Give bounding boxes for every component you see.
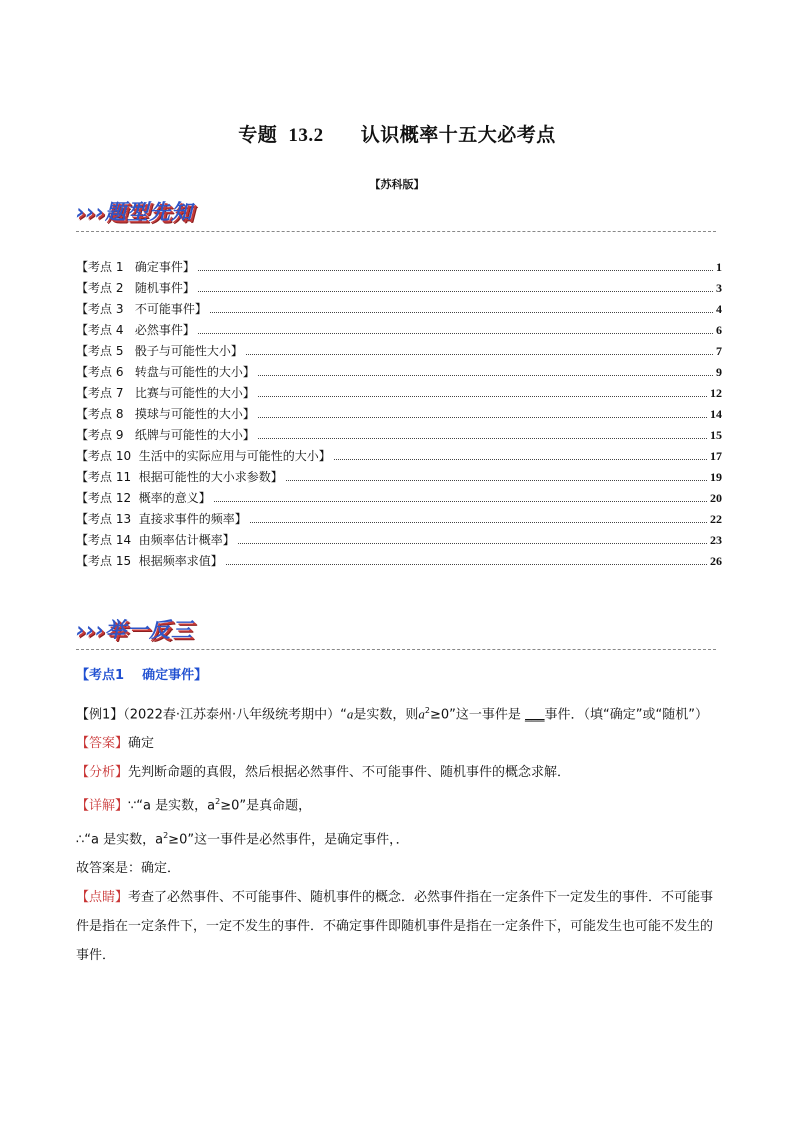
toc-label: 【考点 1 确定事件】 — [76, 260, 195, 274]
toc-banner — [76, 198, 716, 232]
toc-label: 【考点 12 概率的意义】 — [76, 491, 211, 505]
toc-leader — [198, 332, 713, 334]
toc-label: 【考点 14 由频率估计概率】 — [76, 533, 235, 547]
toc-entry[interactable] — [76, 321, 722, 342]
answer-tag: 【答案】 — [76, 736, 129, 752]
answer-blank: ___ — [525, 707, 545, 723]
toc-leader — [258, 416, 707, 418]
toc-leader — [238, 542, 707, 544]
toc-page: 15 — [710, 428, 722, 442]
toc-entry[interactable] — [76, 531, 722, 552]
toc-leader — [258, 437, 707, 439]
toc-page: 4 — [716, 302, 722, 316]
section-heading: 【考点1 确定事件】 — [76, 668, 208, 683]
toc-label: 【考点 3 不可能事件】 — [76, 302, 207, 316]
toc-leader — [334, 458, 707, 460]
toc-leader — [258, 374, 713, 376]
toc-leader — [214, 500, 707, 502]
table-of-contents — [76, 258, 722, 573]
toc-label: 【考点 11 根据可能性的大小求参数】 — [76, 470, 283, 484]
toc-entry[interactable] — [76, 342, 722, 363]
toc-page: 1 — [716, 260, 722, 274]
toc-page: 17 — [710, 449, 722, 463]
toc-leader — [210, 311, 713, 313]
detail-text: ≥0”是真命题， — [220, 798, 312, 814]
toc-page: 20 — [710, 491, 722, 505]
analysis-tag: 【分析】 — [76, 765, 129, 781]
detail-tag: 【详解】 — [76, 798, 129, 814]
page-subtitle: 【苏科版】 — [369, 178, 425, 191]
toc-leader — [286, 479, 707, 481]
math-var: a — [418, 706, 425, 722]
body-banner — [76, 616, 716, 650]
banner-divider — [76, 231, 716, 232]
banner-divider — [76, 649, 716, 650]
toc-label: 【考点 13 直接求事件的频率】 — [76, 512, 247, 526]
toc-entry[interactable] — [76, 384, 722, 405]
title-prefix: 专题 — [238, 124, 278, 146]
page-title — [0, 120, 794, 147]
toc-page: 14 — [710, 407, 722, 421]
question-text: 是实数，则 — [353, 707, 419, 723]
detail-text: ∴“a 是实数，a — [76, 831, 164, 847]
toc-label: 【考点 15 根据频率求值】 — [76, 554, 223, 568]
content-body — [76, 664, 722, 970]
toc-entry[interactable] — [76, 489, 722, 510]
toc-entry[interactable] — [76, 300, 722, 321]
toc-page: 3 — [716, 281, 722, 295]
body-banner-text: ›››举一反三 — [76, 618, 193, 642]
toc-leader — [258, 395, 707, 397]
title-main: 认识概率十五大必考点 — [360, 124, 556, 146]
toc-page: 19 — [710, 470, 722, 484]
toc-page: 26 — [710, 554, 722, 568]
math-superscript: 2 — [215, 797, 221, 807]
comment-paragraph — [76, 883, 722, 970]
example-source: （2022春·江苏泰州·八年级统考期中） — [123, 707, 341, 723]
toc-label: 【考点 7 比赛与可能性的大小】 — [76, 386, 255, 400]
toc-label: 【考点 9 纸牌与可能性的大小】 — [76, 428, 255, 442]
toc-leader — [198, 290, 713, 292]
example-tag: 【例1】 — [76, 707, 124, 723]
toc-leader — [226, 563, 707, 565]
toc-page: 7 — [716, 344, 722, 358]
math-superscript: 2 — [163, 830, 169, 840]
analysis-text: 先判断命题的真假，然后根据必然事件、不可能事件、随机事件的概念求解． — [128, 765, 571, 781]
detail-text: ≥0”这一事件是必然事件，是确定事件，． — [168, 831, 409, 847]
toc-leader — [246, 353, 713, 355]
toc-entry[interactable] — [76, 426, 722, 447]
detail-line-3: 故答案是：确定． — [76, 860, 181, 876]
question-text: ≥0”这一事件是 — [430, 707, 521, 723]
toc-entry[interactable] — [76, 405, 722, 426]
toc-entry[interactable] — [76, 279, 722, 300]
detail-line-2 — [76, 821, 722, 854]
toc-entry[interactable] — [76, 468, 722, 489]
analysis-line — [76, 758, 722, 787]
title-number: 13.2 — [288, 125, 324, 146]
math-var: a — [346, 706, 354, 722]
comment-text: 考查了必然事件、不可能事件、随机事件的概念．必然事件指在一定条件下一定发生的事件．不可能事件是指在一定条件下，一定不发生的事件．不确定事件即随机事件是指在一定条件下，可能发生也可能不发生的事件． — [76, 889, 714, 963]
question-text: 事件．（填“确定”或“随机”） — [544, 707, 708, 723]
toc-label: 【考点 5 骰子与可能性大小】 — [76, 344, 243, 358]
toc-banner-text: ›››题型先知 — [76, 200, 193, 224]
toc-label: 【考点 4 必然事件】 — [76, 323, 195, 337]
toc-label: 【考点 8 摸球与可能性的大小】 — [76, 407, 255, 421]
toc-entry[interactable] — [76, 363, 722, 384]
toc-page: 22 — [710, 512, 722, 526]
toc-page: 9 — [716, 365, 722, 379]
example-question — [76, 696, 722, 729]
detail-line-1 — [76, 787, 722, 820]
detail-text: ∵“a 是实数，a — [128, 798, 216, 814]
answer-text: 确定 — [128, 736, 155, 752]
toc-page: 23 — [710, 533, 722, 547]
question-text: “ — [340, 707, 347, 723]
toc-page: 6 — [716, 323, 722, 337]
toc-entry[interactable] — [76, 258, 722, 279]
toc-label: 【考点 2 随机事件】 — [76, 281, 195, 295]
math-superscript: 2 — [424, 706, 430, 715]
toc-label: 【考点 10 生活中的实际应用与可能性的大小】 — [76, 449, 331, 463]
comment-tag: 【点睛】 — [76, 889, 129, 905]
answer-line — [76, 729, 722, 758]
toc-entry[interactable] — [76, 447, 722, 468]
toc-leader — [198, 269, 713, 271]
toc-entry[interactable] — [76, 510, 722, 531]
toc-page: 12 — [710, 386, 722, 400]
toc-entry[interactable] — [76, 552, 722, 573]
toc-label: 【考点 6 转盘与可能性的大小】 — [76, 365, 255, 379]
toc-leader — [250, 521, 707, 523]
